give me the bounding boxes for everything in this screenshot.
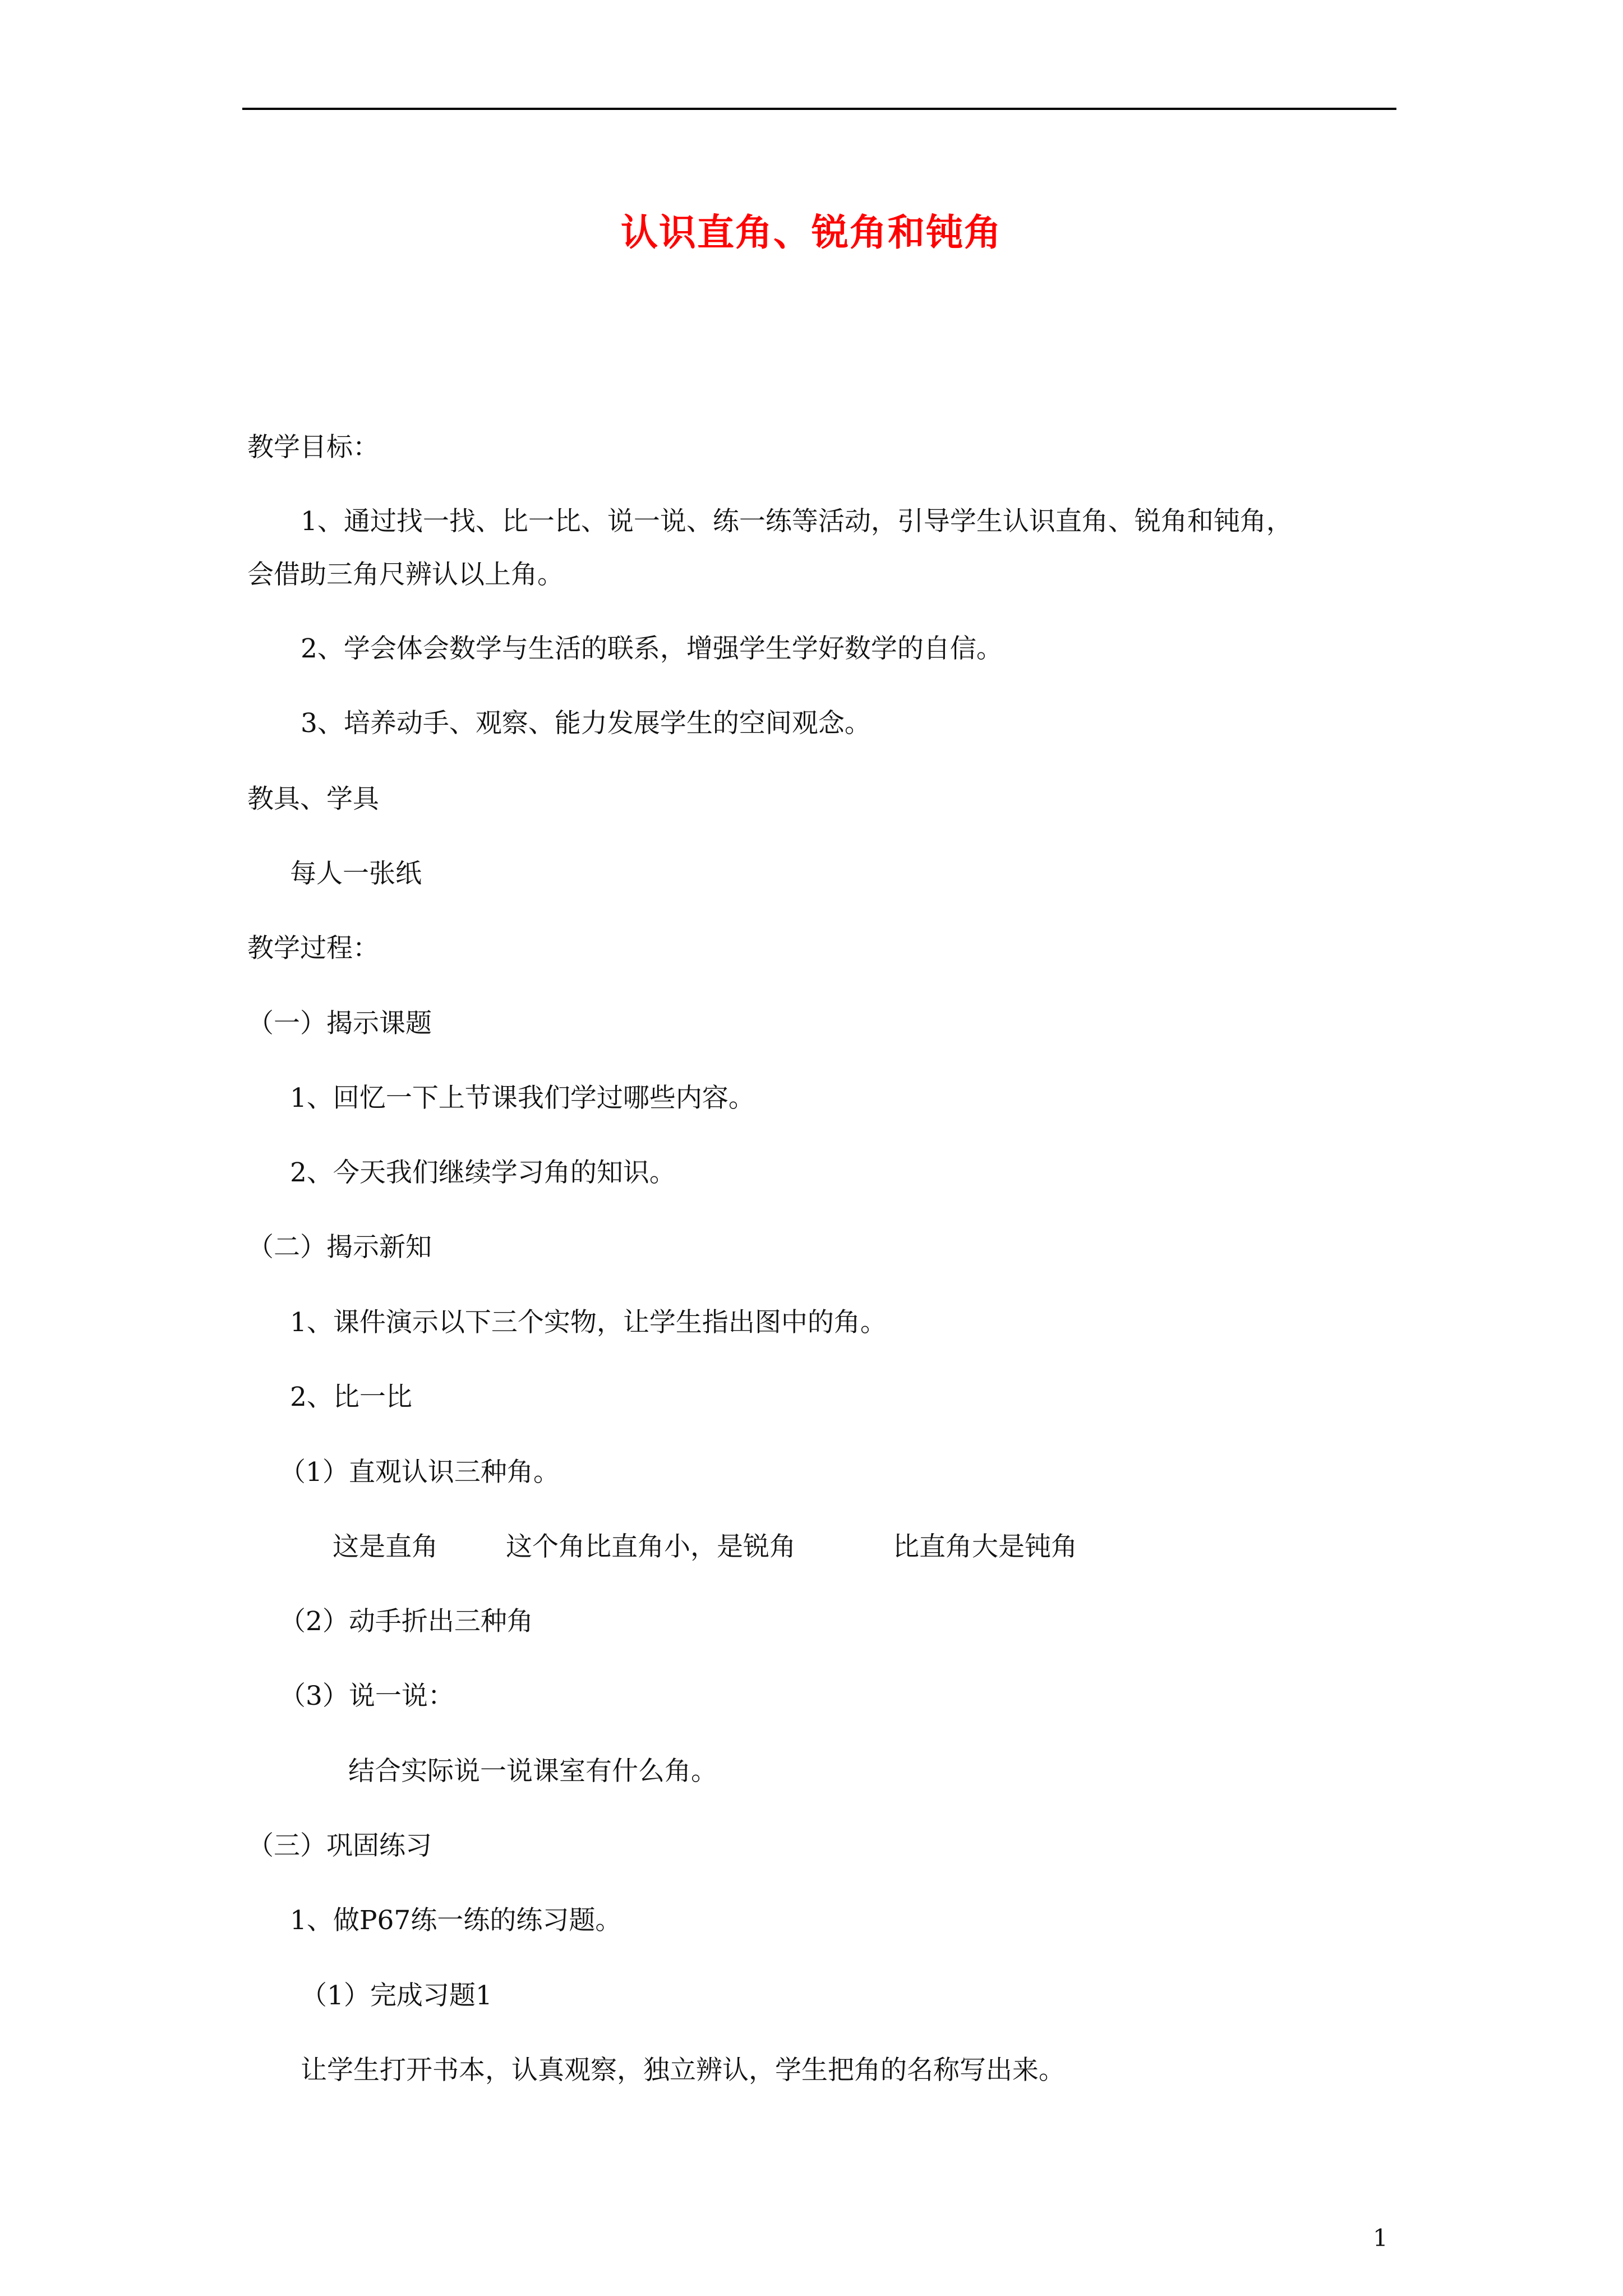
process-heading: 教学过程： [247, 933, 379, 964]
obtuse-angle-label: 比直角大是钝角 [893, 1531, 1077, 1562]
objective-2: 2、学会体会数学与生活的联系，增强学生学好数学的自信。 [301, 633, 1003, 664]
part2-heading: （二）揭示新知 [247, 1232, 432, 1263]
part3-sub-1: （1）完成习题1 [301, 1980, 492, 2011]
part2-sub-2: （2）动手折出三种角 [279, 1606, 533, 1637]
part3-item-1: 1、做P67练一练的练习题。 [290, 1905, 622, 1936]
document-title: 认识直角、锐角和钝角 [621, 210, 1002, 254]
objective-1-line-2: 会借助三角尺辨认以上角。 [247, 559, 564, 590]
objectives-heading: 教学目标： [247, 432, 379, 463]
tools-text: 每人一张纸 [290, 858, 422, 889]
part2-item-1: 1、课件演示以下三个实物，让学生指出图中的角。 [290, 1307, 887, 1338]
part3-sub-1-text: 让学生打开书本，认真观察，独立辨认，学生把角的名称写出来。 [301, 2055, 1065, 2086]
tools-heading: 教具、学具 [247, 784, 379, 815]
angle-types-row [0, 1531, 1623, 1565]
header-rule [242, 108, 1396, 110]
part3-heading: （三）巩固练习 [247, 1830, 432, 1861]
objective-1-line-1: 1、通过找一找、比一比、说一说、练一练等活动，引导学生认识直角、锐角和钝角， [301, 506, 1293, 537]
part1-item-2: 2、今天我们继续学习角的知识。 [290, 1157, 676, 1188]
part2-sub-3-text: 结合实际说一说课室有什么角。 [348, 1756, 717, 1787]
part2-sub-1: （1）直观认识三种角。 [279, 1457, 560, 1488]
page-number: 1 [1373, 2224, 1388, 2252]
part2-sub-3: （3）说一说： [279, 1681, 454, 1711]
part1-heading: （一）揭示课题 [247, 1008, 432, 1039]
objective-3: 3、培养动手、观察、能力发展学生的空间观念。 [301, 708, 871, 739]
acute-angle-label: 这个角比直角小，是锐角 [506, 1531, 796, 1562]
part2-item-2: 2、比一比 [290, 1382, 412, 1412]
part1-item-1: 1、回忆一下上节课我们学过哪些内容。 [290, 1083, 755, 1114]
right-angle-label: 这是直角 [333, 1531, 438, 1562]
